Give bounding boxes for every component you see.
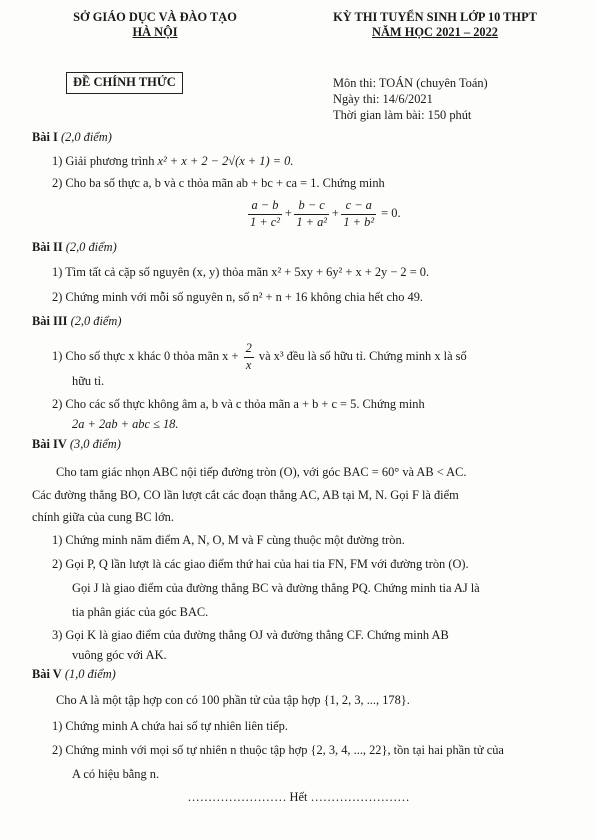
section-4-title: Bài IV xyxy=(32,437,67,451)
section-4-q3-a: 3) Gọi K là giao điểm của đường thẳng OJ và đường thẳng CF. Chứng minh AB xyxy=(52,628,449,642)
section-4-points: (3,0 điểm) xyxy=(69,437,121,451)
section-3-q2-b: 2a + 2ab + abc ≤ 18. xyxy=(72,417,179,431)
section-1-q1 xyxy=(52,154,293,170)
section-3-q1 xyxy=(52,341,467,373)
section-5-intro: Cho A là một tập hợp con có 100 phần tử của tập hợp {1, 2, 3, ..., 178}. xyxy=(56,693,410,707)
fraction-2-over-x xyxy=(244,341,254,373)
section-3-points: (2,0 điểm) xyxy=(70,314,122,328)
section-2-q1: 1) Tìm tất cả cặp số nguyên (x, y) thỏa mãn x² + 5xy + 6y² + x + 2y − 2 = 0. xyxy=(52,265,430,279)
fraction-3-den: 1 + b² xyxy=(343,214,375,229)
fraction-2-den: 1 + a² xyxy=(296,214,328,229)
section-3-q1-b: và x³ đều là số hữu tỉ. Chứng minh x là số xyxy=(258,348,467,363)
fraction-1 xyxy=(248,198,282,230)
section-1-q1-math: x² + x + 2 − 2√(x + 1) = 0. xyxy=(157,154,294,168)
fraction-2-over-x-num: 2 xyxy=(244,341,254,358)
section-3-title: Bài III xyxy=(32,314,68,328)
section-1-heading xyxy=(32,130,112,146)
section-4-q2-a: 2) Gọi P, Q lần lượt là các giao điểm thứ hai của hai tia FN, FM với đường tròn (O). xyxy=(52,557,469,571)
section-4-q1: 1) Chứng minh năm điểm A, N, O, M và F cùng thuộc một đường tròn. xyxy=(52,533,405,547)
school-year: NĂM HỌC 2021 – 2022 xyxy=(372,25,498,39)
exam-duration: Thời gian làm bài: 150 phút xyxy=(333,108,472,122)
section-1-equation: $\frac{a - b}{\text{1 + c²}}$ + $\frac{b - c}{\text{1 + a²}}$ + $\frac{c - a}{\text{1 + b²}}$ = 0. xyxy=(250,198,401,229)
fraction-2-num: b − c xyxy=(294,198,329,215)
section-5-q2-b: A có hiệu bằng n. xyxy=(72,767,160,781)
section-4-heading xyxy=(32,437,121,453)
end-marker: …………………… Hết …………………… xyxy=(187,790,410,804)
section-2-points: (2,0 điểm) xyxy=(65,240,117,254)
section-4-q2-b: Gọi J là giao điểm của đường thẳng BC và đường thẳng PQ. Chứng minh tia AJ là xyxy=(72,581,480,595)
section-4-intro-2: Các đường thẳng BO, CO lần lượt cắt các đoạn thẳng AC, AB tại M, N. Gọi F là điểm xyxy=(32,488,459,502)
section-2-title: Bài II xyxy=(32,240,63,254)
section-4-q3-b: vuông góc với AK. xyxy=(72,648,167,662)
section-2-heading xyxy=(32,240,117,256)
section-1-q1-text: 1) Giải phương trình xyxy=(52,154,158,168)
equation-end: = 0. xyxy=(381,205,401,220)
section-4-intro-1: Cho tam giác nhọn ABC nội tiếp đường tròn (O), với góc BAC = 60° và AB < AC. xyxy=(56,465,467,479)
section-3-q2-a: 2) Cho các số thực không âm a, b và c thỏa mãn a + b + c = 5. Chứng minh xyxy=(52,397,425,411)
fraction-3-num: c − a xyxy=(341,198,376,215)
section-3-q1-c: hữu tỉ. xyxy=(72,374,105,388)
fraction-2 xyxy=(294,198,329,230)
fraction-1-den: 1 + c² xyxy=(250,214,280,229)
section-5-title: Bài V xyxy=(32,667,62,681)
section-4-q2-c: tia phân giác của góc BAC. xyxy=(72,605,209,619)
section-5-q2-a: 2) Chứng minh với mọi số tự nhiên n thuộc tập hợp {2, 3, 4, ..., 22}, tồn tại hai phần tử của xyxy=(52,743,504,757)
city-name: HÀ NỘI xyxy=(132,25,178,39)
fraction-3 xyxy=(341,198,376,230)
section-1-title: Bài I xyxy=(32,130,58,144)
section-5-q1: 1) Chứng minh A chứa hai số tự nhiên liên tiếp. xyxy=(52,719,288,733)
exam-title: KỲ THI TUYỂN SINH LỚP 10 THPT xyxy=(333,10,537,24)
section-3-heading xyxy=(32,314,122,330)
section-4-intro-3: chính giữa của cung BC lớn. xyxy=(32,510,174,524)
fraction-1-num: a − b xyxy=(248,198,282,215)
section-1-q2: 2) Cho ba số thực a, b và c thỏa mãn ab + bc + ca = 1. Chứng minh xyxy=(52,176,385,190)
fraction-2-over-x-den: x xyxy=(245,357,252,372)
exam-subject: Môn thi: TOÁN (chuyên Toán) xyxy=(333,76,488,90)
section-3-q1-a: 1) Cho số thực x khác 0 thỏa mãn x + xyxy=(52,348,239,363)
department-name: SỞ GIÁO DỤC VÀ ĐÀO TẠO xyxy=(73,10,237,24)
official-exam-badge: ĐỀ CHÍNH THỨC xyxy=(66,72,183,94)
section-5-heading xyxy=(32,667,116,683)
section-2-q2: 2) Chứng minh với mỗi số nguyên n, số n² + n + 16 không chia hết cho 49. xyxy=(52,290,423,304)
section-1-points: (2,0 điểm) xyxy=(60,130,112,144)
section-5-points: (1,0 điểm) xyxy=(64,667,116,681)
exam-date: Ngày thi: 14/6/2021 xyxy=(333,92,433,106)
